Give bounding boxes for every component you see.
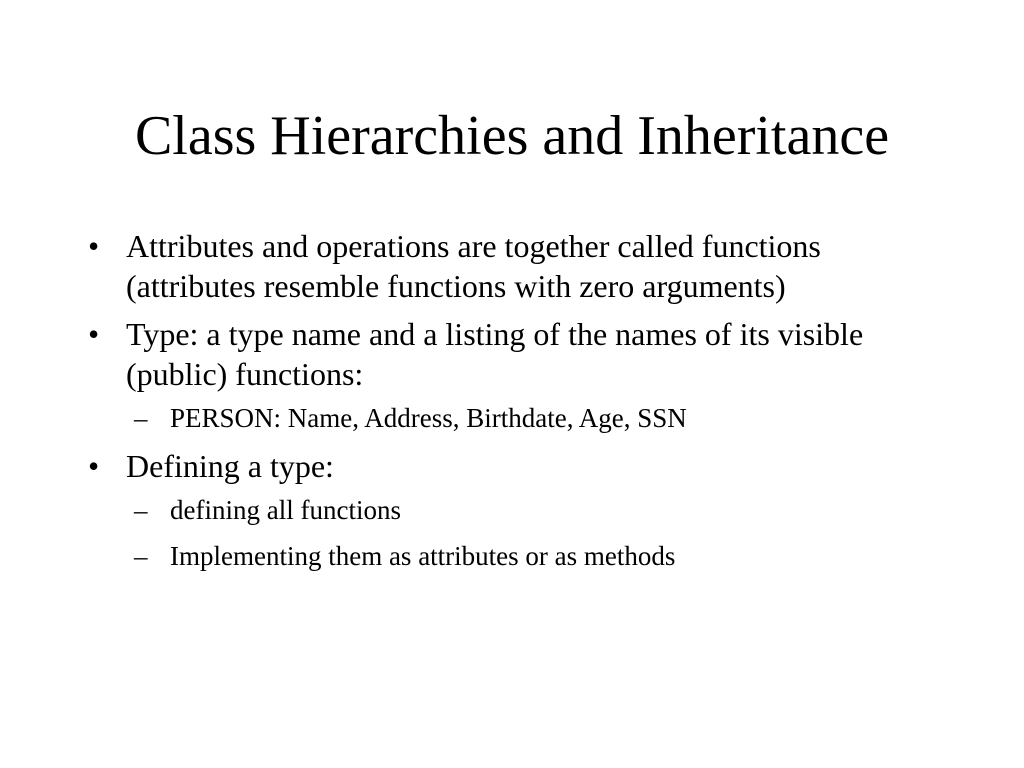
bullet-text: Attributes and operations are together called functions (attributes resemble functions with zero arguments) xyxy=(126,228,821,304)
sub-bullet-marker: – xyxy=(134,541,148,571)
sub-bullet-marker: – xyxy=(134,495,148,525)
sub-bullet-item xyxy=(134,400,948,436)
sub-bullet-item xyxy=(134,538,948,574)
bullet-marker: • xyxy=(88,448,100,484)
bullet-marker: • xyxy=(88,228,100,264)
bullet-item xyxy=(88,446,948,574)
sub-bullet-text: Implementing them as attributes or as methods xyxy=(170,541,676,571)
sub-bullet-text: PERSON: Name, Address, Birthdate, Age, SSN xyxy=(170,403,687,433)
sub-bullet-marker: – xyxy=(134,403,148,433)
bullet-item xyxy=(88,314,948,436)
slide-title: Class Hierarchies and Inheritance xyxy=(134,105,890,167)
sub-bullet-list xyxy=(134,400,948,436)
bullet-marker: • xyxy=(88,316,100,352)
sub-bullet-text: defining all functions xyxy=(170,495,401,525)
bullet-item xyxy=(88,226,948,306)
sub-bullet-item xyxy=(134,492,948,528)
bullet-text: Type: a type name and a listing of the names of its visible (public) functions: xyxy=(126,316,864,392)
bullet-text: Defining a type: xyxy=(126,448,334,484)
sub-bullet-list xyxy=(134,492,948,574)
bullet-list xyxy=(88,226,948,584)
